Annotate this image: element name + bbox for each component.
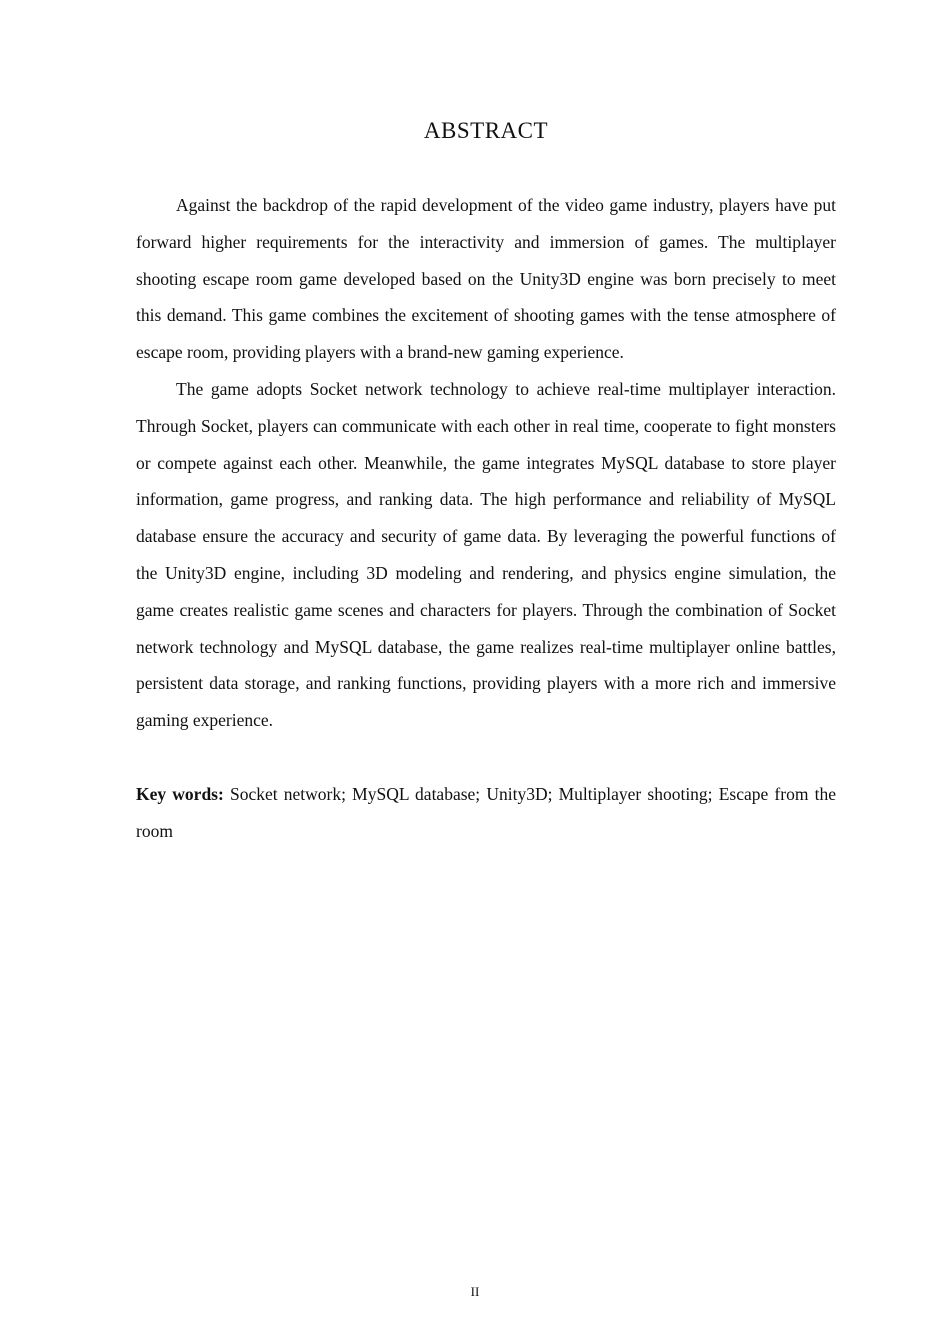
abstract-paragraph-2: The game adopts Socket network technology to achieve real-time multiplayer interaction. Through Socket, players can communicate with each other in real time, cooperate to fight monsters or compete against each other. Meanwhile, the game integrates MySQL database to store player information, game progress, and ranking data. The high performance and reliability of MySQL database ensure the accuracy and security of game data. By leveraging the powerful functions of the Unity3D engine, including 3D modeling and rendering, and physics engine simulation, the game creates realistic game scenes and characters for players. Through the combination of Socket network technology and MySQL database, the game realizes real-time multiplayer online battles, persistent data storage, and ranking functions, providing players with a more rich and immersive gaming experience. <box>136 378 836 731</box>
page-content <box>136 0 836 849</box>
abstract-paragraph-1: Against the backdrop of the rapid development of the video game industry, players have put forward higher requirements for the interactivity and immersion of games. The multiplayer shooting escape room game developed based on the Unity3D engine was born precisely to meet this demand. This game combines the excitement of shooting games with the tense atmosphere of escape room, providing players with a brand-new gaming experience. <box>136 195 836 363</box>
keywords-label: Key words: <box>136 783 224 804</box>
keywords-paragraph <box>136 776 836 850</box>
page-title: ABSTRACT <box>423 118 549 143</box>
page-number: II <box>470 1284 480 1299</box>
keywords-text: Socket network; MySQL database; Unity3D; Multiplayer shooting; Escape from the room <box>136 783 836 841</box>
